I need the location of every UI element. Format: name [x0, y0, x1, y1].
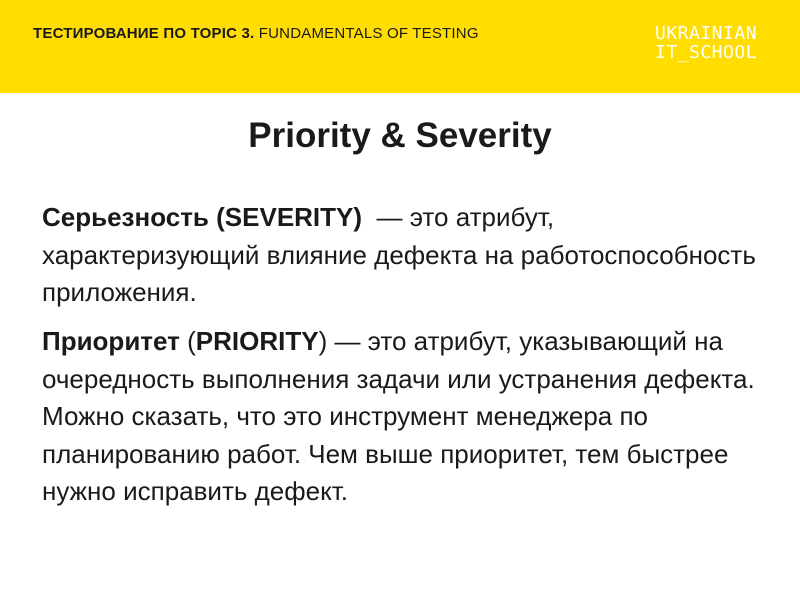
severity-definition: — это атрибут, характеризующий влияние дефекта на работоспособность приложения. — [42, 202, 764, 307]
logo-line-2: IT_SCHOOL — [655, 42, 758, 63]
header-title-bold: ТЕСТИРОВАНИЕ ПО TOPIC 3. — [33, 25, 255, 42]
logo-line-1: UKRAINIAN — [655, 23, 758, 44]
priority-paren-open: ( — [179, 326, 196, 356]
priority-term: Приоритет — [42, 326, 180, 356]
severity-term: Серьезность (SEVERITY) — [42, 202, 363, 232]
slide-title: Priority & Severity — [248, 116, 552, 155]
priority-paragraph — [42, 323, 772, 511]
severity-paragraph — [42, 199, 772, 312]
header-bar — [0, 0, 800, 93]
header-title — [33, 25, 479, 42]
priority-term-english: PRIORITY — [195, 326, 319, 356]
school-logo — [655, 24, 757, 62]
priority-definition: ) — это атрибут, указывающий на очередность выполнения задачи или устранения дефекта. Можно сказать, что это инструмент менеджера по планированию работ. Чем выше приоритет, тем быстрее нужно исправить дефект. — [42, 326, 755, 506]
header-title-regular: FUNDAMENTALS OF TESTING — [254, 25, 479, 42]
